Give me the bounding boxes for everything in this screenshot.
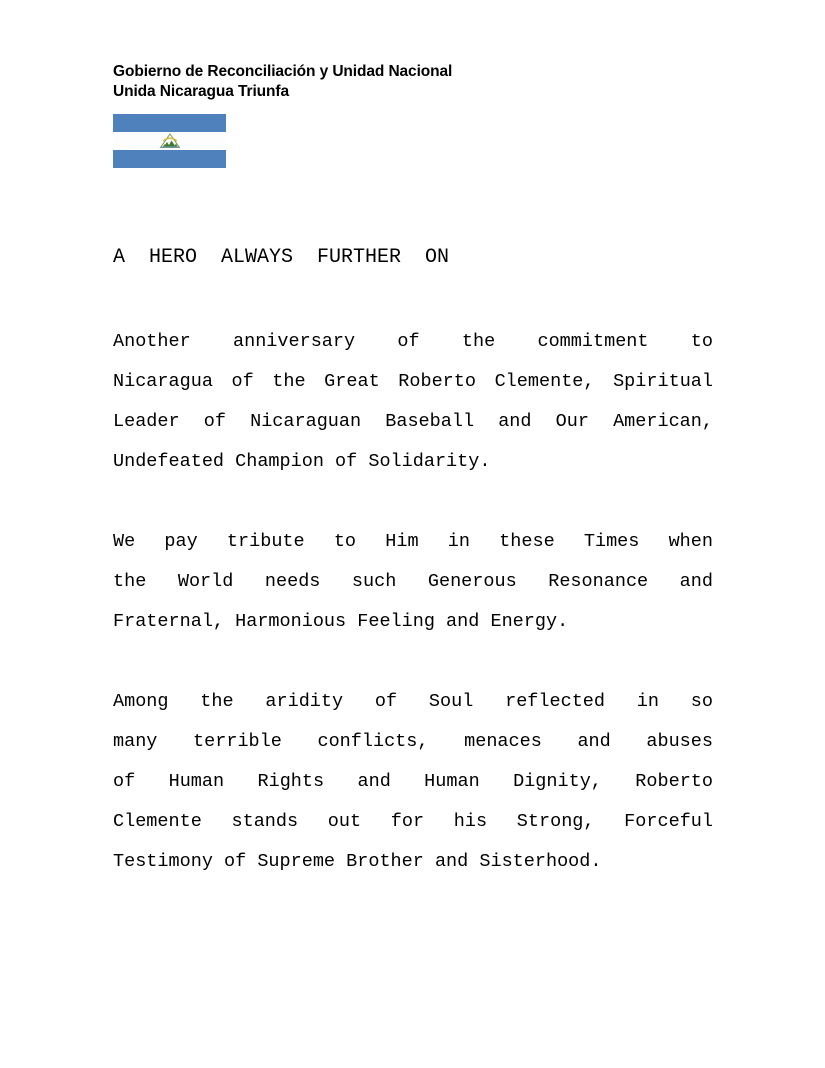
paragraph-3-line-5: Testimony of Supreme Brother and Sisterhood. <box>113 851 602 872</box>
paragraph-2-line-1: We pay tribute to Him in these Times when <box>113 531 713 552</box>
flag-stripe-top <box>113 114 226 132</box>
letterhead-line-government: Gobierno de Reconciliación y Unidad Nacional <box>113 63 453 80</box>
paragraph-3 <box>113 682 713 882</box>
nicaragua-flag-icon <box>113 114 226 168</box>
letterhead-line-slogan: Unida Nicaragua Triunfa <box>113 83 289 100</box>
paragraph-1-line-2: Nicaragua of the Great Roberto Clemente, Spiritual <box>113 371 713 392</box>
paragraph-1-line-1: Another anniversary of the commitment to <box>113 331 713 352</box>
document-title: A HERO ALWAYS FURTHER ON <box>113 246 450 269</box>
paragraph-2 <box>113 522 713 642</box>
paragraph-2-line-3: Fraternal, Harmonious Feeling and Energy. <box>113 611 569 632</box>
paragraph-3-line-1: Among the aridity of Soul reflected in so <box>113 691 713 712</box>
paragraph-3-line-3: of Human Rights and Human Dignity, Roberto <box>113 771 713 792</box>
flag-stripe-middle <box>113 132 226 150</box>
letterhead <box>113 62 733 102</box>
nicaragua-coat-of-arms-icon <box>159 132 181 149</box>
document-body <box>113 322 713 882</box>
paragraph-2-line-2: the World needs such Generous Resonance and <box>113 571 713 592</box>
paragraph-3-line-2: many terrible conflicts, menaces and abuses <box>113 731 713 752</box>
paragraph-3-line-4: Clemente stands out for his Strong, Forceful <box>113 811 713 832</box>
paragraph-1 <box>113 322 713 482</box>
paragraph-1-line-3: Leader of Nicaraguan Baseball and Our American, <box>113 411 713 432</box>
flag-stripe-bottom <box>113 150 226 168</box>
paragraph-1-line-4: Undefeated Champion of Solidarity. <box>113 451 491 472</box>
